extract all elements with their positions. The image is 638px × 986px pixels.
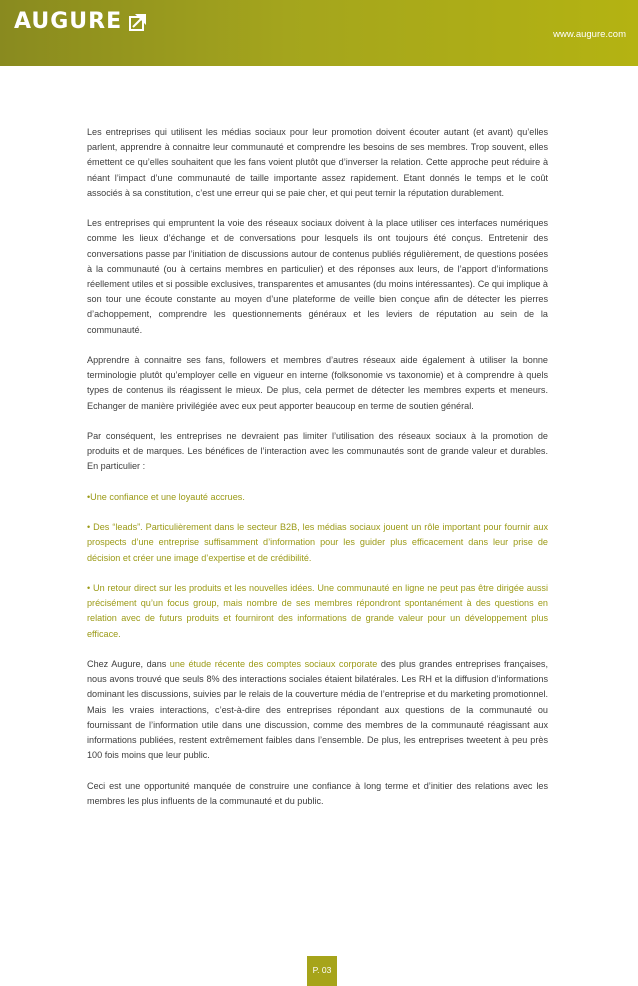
- paragraph-intro: Les entreprises qui utilisent les médias sociaux pour leur promotion doivent écouter autant (et avant) qu’elles parlent, apprendre à connaitre leur communauté et comprendre les besoins de ses membres. Trop souvent, elles émettent ce qu’elles souhaitent que les fans voient plutôt que d’inverser la relation. Cette approche peut réduire à néant l’impact d’une communauté de taille importante assez rapidement. Etant donnés le temps et le coût associés à sa constitution, c’est une erreur qui se paie cher, et qui peut ternir la réputation durablement.: [87, 127, 548, 198]
- study-body-text: des plus grandes entreprises françaises, nous avons trouvé que seuls 8% des interactions sociales étaient bilatérales. Les RH et la diffusion d’informations dominant les discussions, suivies par le relais de la couverture média de l’entreprise et du marketing promotionnel. Mais les vraies interactions, c’est-à-dire des entreprises répondant aux questions de la communauté ou fournissant de l’information utile dans une discussion, comme des membres de la communauté réagissant aux informations publiées, restent extrêmement faibles dans l’ensemble. De plus, les entreprises tweetent à peu près 100 fois moins que leur public.: [87, 659, 549, 761]
- bullet-trust: •Une confiance et une loyauté accrues.: [87, 491, 245, 502]
- bullet-feedback: • Un retour direct sur les produits et les nouvelles idées. Une communauté en ligne ne peut pas être dirigée aussi précisément qu’un focus group, mais nombre de ses membres répondront spontanément à des questions en relation avec de futurs produits et fourniront des informations de grande valeur pour un développement plus efficace.: [87, 583, 548, 639]
- study-intro-text: Chez Augure, dans: [87, 659, 170, 669]
- paragraph-conclusion: Ceci est une opportunité manquée de construire une confiance à long terme et d’initier des relations avec les membres les plus influents de la communauté et du public.: [87, 780, 548, 806]
- paragraph-know-fans: Apprendre à connaitre ses fans, followers et membres d’autres réseaux aide également à utiliser la bonne terminologie plutôt qu’employer celle en vigueur en interne (folksonomie vs taxonomie) et à comprendre à quels types de contenus ils réagissent le mieux. De plus, cela permet de détecter les membres experts et meneurs. Echanger de manière privilégiée avec eux peut apporter beaucoup en terme de soutien général.: [87, 355, 548, 411]
- page-number: P. 03: [312, 965, 332, 975]
- paragraph-augure-study: [87, 657, 548, 763]
- paragraph-benefits: Par conséquent, les entreprises ne devraient pas limiter l’utilisation des réseaux sociaux à la promotion de produits et de marques. Les bénéfices de l’interaction avec les communautés sont de grande valeur et durables. En particulier :: [87, 431, 548, 472]
- site-url[interactable]: www.augure.com: [553, 29, 626, 40]
- augure-square-icon: [128, 12, 148, 32]
- augure-logo[interactable]: [14, 9, 148, 35]
- logo-text: AUGURE: [14, 9, 123, 34]
- page-number-tab: [307, 956, 337, 986]
- paragraph-conversations: Les entreprises qui empruntent la voie des réseaux sociaux doivent à la place utiliser ces interfaces numériques comme les lieux d’échange et de conversations pour lesquels ils ont toujours été conçus. Entretenir des conversations passe par l’initiation de discussions autour de contenus publiés régulièrement, de questions posées à la communauté (ou à certains membres en particulier) et des réponses aux leurs, de l’apport d’informations réellement utiles et si possible exclusives, transparentes et amusantes (du moins intéressantes). Ce qui implique à son tour une écoute constante au moyen d’une plateforme de veille bien conçue afin de détecter les pierres d’achoppement, comprendre les questionnements généraux et les leviers de réputation au sein de la communauté.: [87, 218, 548, 335]
- study-link[interactable]: une étude récente des comptes sociaux corporate: [169, 659, 378, 669]
- article-body: [87, 125, 548, 824]
- page-header: [0, 0, 638, 66]
- bullet-leads: • Des “leads”. Particulièrement dans le secteur B2B, les médias sociaux jouent un rôle important pour fournir aux prospects d’une entreprise suffisamment d’information pour les guider plus efficacement dans leur prise de décision et créer une image d’expertise et de crédibilité.: [87, 522, 548, 563]
